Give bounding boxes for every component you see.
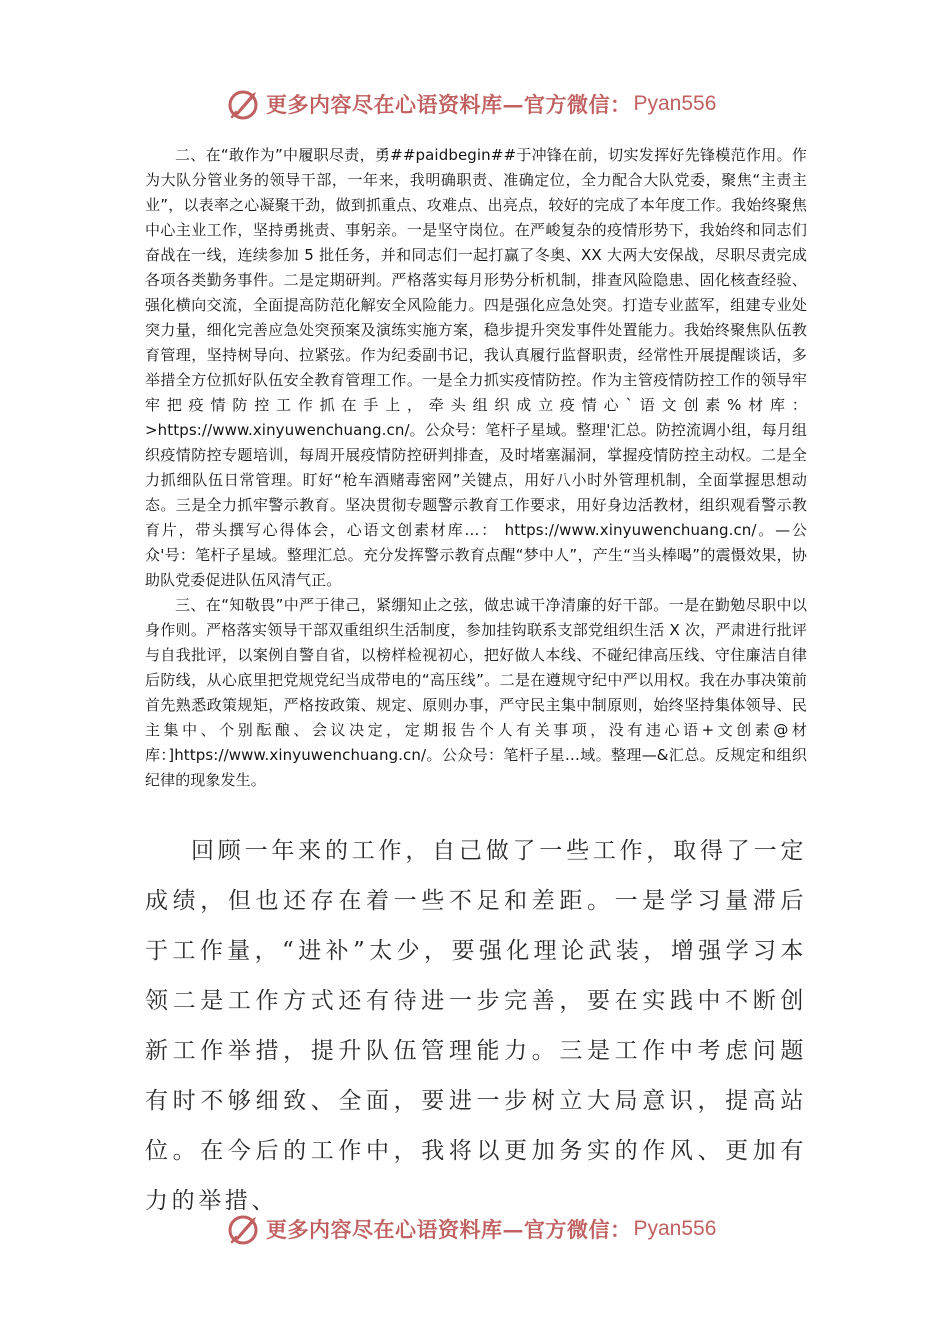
quill-pen-circle-icon xyxy=(226,1211,262,1247)
header-banner xyxy=(226,85,746,123)
banner-wechat-id: Pyan556 xyxy=(633,1217,717,1240)
body-text-small xyxy=(145,143,807,793)
paragraph-2: 二、在“敢作为”中履职尽责，勇##paidbegin##于冲锋在前，切实发挥好先锋模范作用。作为大队分管业务的领导干部，一年来，我明确职责、准确定位，全力配合大队党委，聚焦“主责主业”，以表率之心凝聚干劲，做到抓重点、攻难点、出亮点，较好的完成了本年度工作。我始终聚焦中心主业工作，坚持勇挑责、事躬亲。一是坚守岗位。在严峻复杂的疫情形势下，我始终和同志们奋战在一线，连续参加 5 批任务，并和同志们一起打赢了冬奥、XX 大两大安保战，尽职尽责完成各项各类勤务事件。二是定期研判。严格落实每月形势分析机制，排查风险隐患、固化核查经验、强化横向交流，全面提高防范化解安全风险能力。四是强化应急处突。打造专业蓝军，组建专业处突力量，细化完善应急处突预案及演练实施方案，稳步提升突发事件处置能力。我始终聚焦队伍教育管理，坚持树导向、拉紧弦。作为纪委副书记，我认真履行监督职责，经常性开展提醒谈话，多举措全方位抓好队伍安全教育管理工作。一是全力抓实疫情防控。作为主管疫情防控工作的领导牢牢把疫情防控工作抓在手上，牵头组织成立疫情心`语文创素%材库： >https://www.xinyuwenchuang.cn/。公众号：笔杆子星域。整理'汇总。防控流调小组，每月组织疫情防控专题培训，每周开展疫情防控研判排查，及时堵塞漏洞，掌握疫情防控主动权。二是全力抓细队伍日常管理。盯好“枪车酒赌毒密网”关键点，用好八小时外管理机制，全面掌握思想动态。三是全力抓牢警示教育。坚决贯彻专题警示教育工作要求，用好身边活教材，组织观看警示教育片，带头撰写心得体会，心语文创素材库…： https://www.xinyuwenchuang.cn/。—公众'号：笔杆子星域。整理汇总。充分发挥警示教育点醒“梦中人”，产生“当头棒喝”的震慑效果，协助队党委促进队伍风清气正。 xyxy=(145,146,807,589)
review-paragraph: 回顾一年来的工作，自己做了一些工作，取得了一定成绩，但也还存在着一些不足和差距。一是学习量滞后于工作量，“进补”太少，要强化理论武装，增强学习本领二是工作方式还有待进一步完善，要在实践中不断创新工作举措，提升队伍管理能力。三是工作中考虑问题有时不够细致、全面，要进一步树立大局意识，提高站位。在今后的工作中，我将以更加务实的作风、更加有力的举措、 xyxy=(145,838,807,1214)
banner-text: 更多内容尽在心语资料库—官方微信： xyxy=(266,92,632,117)
body-text-large xyxy=(145,826,807,1226)
banner-text: 更多内容尽在心语资料库—官方微信： xyxy=(266,1217,632,1242)
footer-banner xyxy=(226,1210,746,1248)
banner-wechat-id: Pyan556 xyxy=(633,92,717,115)
quill-pen-circle-icon xyxy=(226,86,262,122)
paragraph-3: 三、在“知敬畏”中严于律己，紧绷知止之弦，做忠诚干净清廉的好干部。一是在勤勉尽职中以身作则。严格落实领导干部双重组织生活制度，参加挂钩联系支部党组织生活 X 次，严肃进行批评与自我批评，以案例自警自省，以榜样检视初心，把好做人本线、不碰纪律高压线、守住廉洁自律后防线，从心底里把党规党纪当成带电的“高压线”。二是在遵规守纪中严以用权。我在办事决策前首先熟悉政策规矩，严格按政策、规定、原则办事，严守民主集中制原则，始终坚持集体领导、民主集中、个别酝酿、会议决定，定期报告个人有关事项，没有违心语+文创素@材库：]https://www.xinyuwenchuang.cn/。公众号：笔杆子星…域。整理—&汇总。反规定和组织纪律的现象发生。 xyxy=(145,596,807,789)
